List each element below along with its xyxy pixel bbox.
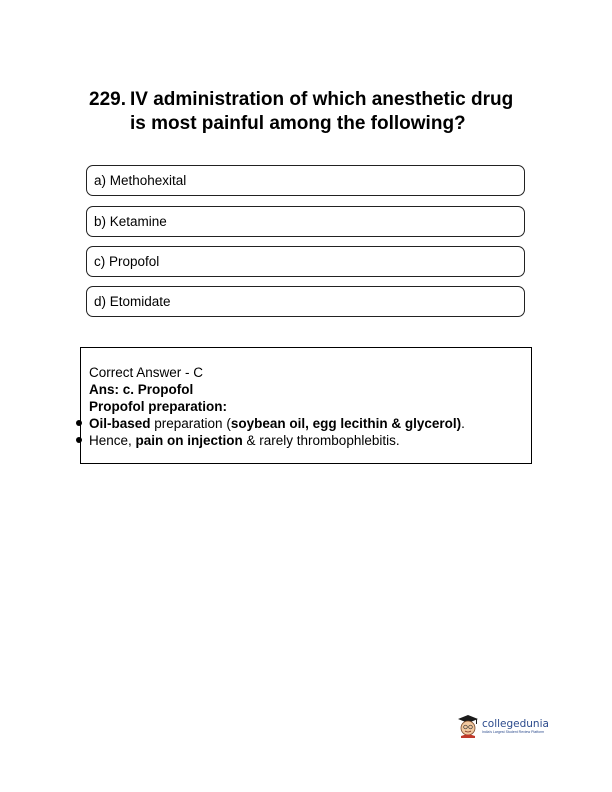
ans-line: Ans: c. Propofol bbox=[89, 382, 194, 397]
option-c-label: c) Propofol bbox=[94, 254, 160, 269]
explanation-heading: Propofol preparation: bbox=[89, 399, 227, 414]
option-b-label: b) Ketamine bbox=[94, 214, 167, 229]
bullet-item-1 bbox=[89, 415, 531, 432]
bullet1-bold1: Oil-based bbox=[89, 416, 151, 431]
option-d-label: d) Etomidate bbox=[94, 294, 171, 309]
question-text: IV administration of which anesthetic drug is most painful among the following? bbox=[130, 89, 514, 134]
logo-name: collegedunia bbox=[482, 717, 549, 730]
option-a-label: a) Methohexital bbox=[94, 173, 187, 188]
question-heading bbox=[89, 88, 529, 136]
bullet-icon bbox=[76, 437, 82, 443]
bullet2-bold1: pain on injection bbox=[135, 433, 243, 448]
collegedunia-logo bbox=[457, 710, 567, 742]
bullet-item-2 bbox=[89, 432, 531, 449]
correct-answer-line: Correct Answer - C bbox=[89, 365, 204, 380]
question-number: 229. bbox=[89, 89, 126, 110]
option-a[interactable] bbox=[86, 165, 525, 196]
bullet2-text1: Hence, bbox=[89, 433, 136, 448]
answer-box bbox=[80, 347, 532, 464]
graduate-mascot-icon bbox=[457, 714, 479, 738]
bullet1-text2: . bbox=[461, 416, 465, 431]
bullet2-text2: & rarely thrombophlebitis. bbox=[242, 433, 400, 448]
bullet1-text1: preparation ( bbox=[150, 416, 231, 431]
option-c[interactable] bbox=[86, 246, 525, 277]
bullet-icon bbox=[76, 420, 82, 426]
option-b[interactable] bbox=[86, 206, 525, 237]
option-d[interactable] bbox=[86, 286, 525, 317]
logo-tagline: India's Largest Student Review Platform bbox=[482, 729, 545, 734]
bullet1-bold2: soybean oil, egg lecithin & glycerol) bbox=[230, 416, 462, 431]
